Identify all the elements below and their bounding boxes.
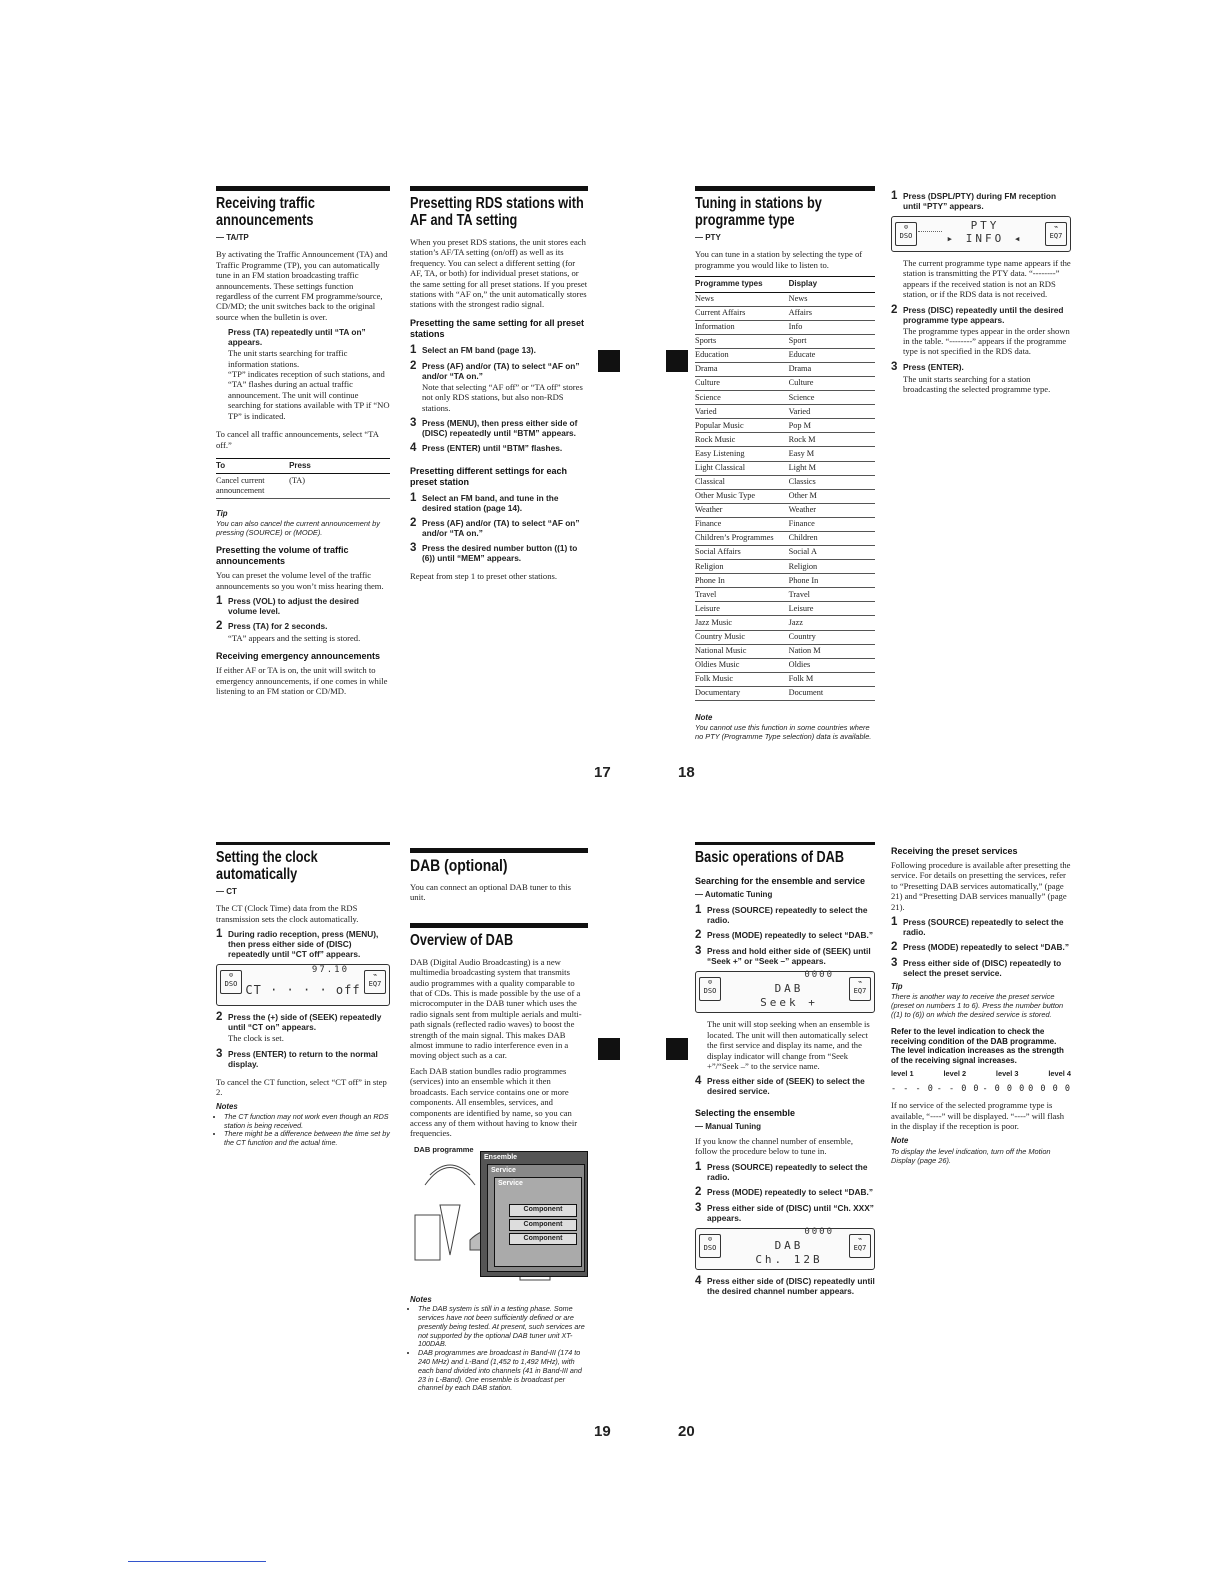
table-cell: Sport xyxy=(789,334,875,348)
table-cell: Country Music xyxy=(695,630,789,644)
notes-heading: Notes xyxy=(216,1102,238,1112)
table-cell: Religion xyxy=(789,560,875,574)
step-text: Press either side of (DISC) repeatedly until the desired channel number appears. xyxy=(707,1275,875,1296)
ensemble-label: Ensemble xyxy=(484,1153,518,1161)
eq-icon: ⌁ EQ7 xyxy=(849,977,871,1001)
notes-heading: Notes xyxy=(410,1294,432,1304)
table-cell: (TA) xyxy=(289,474,390,498)
table-cell: Folk M xyxy=(789,672,875,686)
table-row xyxy=(695,348,875,362)
table-cell: Science xyxy=(789,391,875,405)
level-label: level 2 xyxy=(943,1069,967,1079)
paragraph: Each DAB station bundles radio programmes (services) into an ensemble which it then broadcasts. Each service contains one or more components. All ensembles, services, and components are identified by name, so you can access any of them without having to know their frequencies. xyxy=(410,1065,578,1139)
step-text: Press and hold either side of (SEEK) until “Seek +” or “Seek –” appears. xyxy=(707,946,871,967)
section-title: Receiving traffic announcements xyxy=(216,195,315,229)
p20-right-column xyxy=(891,846,1071,1165)
table-cell: Other Music Type xyxy=(695,489,789,503)
step-number: 4 xyxy=(695,1075,702,1088)
paragraph: You can tune in a station by selecting the type of programme you would like to listen to. xyxy=(695,249,863,270)
table-header: Display xyxy=(789,277,875,292)
table-header: To xyxy=(216,458,289,473)
table-row xyxy=(695,574,875,588)
table-cell: Educate xyxy=(789,348,875,362)
table-cell: Information xyxy=(695,320,789,334)
table-cell: News xyxy=(789,292,875,306)
step-number: 1 xyxy=(216,594,223,607)
section-rule xyxy=(695,842,875,845)
list-item: • The DAB system is still in a testing phase. Some services have not been sufficiently defined or are presently being tested. At present, such services are not supported by the optional DAB tuner unit XT-100DAB. xyxy=(418,1305,588,1349)
step-number: 3 xyxy=(410,542,417,555)
table-cell: Children xyxy=(789,531,875,545)
table-row xyxy=(695,334,875,348)
paragraph: You can preset the volume level of the traffic announcements so you won’t miss hearing them. xyxy=(216,570,384,591)
tip-heading: Tip xyxy=(891,982,903,992)
table-cell: Education xyxy=(695,348,789,362)
step-number: 2 xyxy=(695,1185,702,1198)
subheading: Receiving the preset services xyxy=(891,846,1018,856)
paragraph: The programme types appear in the order shown in the table. “--------” appears if the programme type is not specified in the RDS data. xyxy=(903,325,1070,357)
p20-left-column xyxy=(695,842,875,1297)
step-text: Select an FM band, and tune in the desired station (page 14). xyxy=(422,493,559,514)
table-cell: Drama xyxy=(695,363,789,377)
step-text: Press (TA) for 2 seconds. xyxy=(228,620,328,631)
step-text: Press (AF) and/or (TA) to select “AF on” and/or “TA on.” xyxy=(422,360,580,381)
footer-link-underline xyxy=(128,1561,266,1562)
p17-right-column xyxy=(410,186,588,586)
section-rule xyxy=(410,923,588,928)
lcd-top-text: PTY xyxy=(970,219,1000,232)
step-text: Press (MODE) repeatedly to select “DAB.” xyxy=(707,930,873,941)
table-cell: Info xyxy=(789,320,875,334)
section-title: Tuning in stations by programme type xyxy=(695,195,822,229)
ensemble-box xyxy=(480,1151,588,1277)
service-box xyxy=(487,1164,585,1272)
paragraph: The unit starts searching for a station broadcasting the selected programme type. xyxy=(903,373,1051,395)
step-number: 1 xyxy=(216,928,223,941)
table-cell: Classics xyxy=(789,475,875,489)
service-label: Service xyxy=(498,1179,523,1187)
page-number: 19 xyxy=(594,1423,611,1440)
step-text: Press (TA) repeatedly until “TA on” appears. xyxy=(228,327,366,348)
table-row xyxy=(695,363,875,377)
list-item: • The CT function may not work even though an RDS station is being received. xyxy=(224,1113,390,1131)
table-row xyxy=(695,433,875,447)
table-cell: Oldies Music xyxy=(695,658,789,672)
subheading: Presetting the same setting for all preset stations xyxy=(410,317,585,339)
lcd-bottom-text: Seek + xyxy=(760,996,818,1010)
step-text: Press (MODE) repeatedly to select “DAB.” xyxy=(707,1186,873,1197)
step-number: 1 xyxy=(410,343,417,356)
subheading: Receiving emergency announcements xyxy=(216,651,381,662)
note-text: You cannot use this function in some countries where no PTY (Programme Type selection) data is available. xyxy=(695,723,872,742)
table-cell: Culture xyxy=(789,377,875,391)
step-number: 2 xyxy=(216,619,223,632)
table-row xyxy=(695,320,875,334)
table-cell: Folk Music xyxy=(695,672,789,686)
step-number: 2 xyxy=(891,303,898,316)
table-cell: Religion xyxy=(695,560,789,574)
paragraph: Repeat from step 1 to preset other stations. xyxy=(410,571,558,582)
step-number: 1 xyxy=(695,904,702,917)
table-row xyxy=(695,630,875,644)
table-cell: Jazz xyxy=(789,616,875,630)
level-label: level 3 xyxy=(995,1069,1019,1079)
lcd-mid-text: DAB xyxy=(774,1238,804,1252)
step-text: Press either side of (DISC) until “Ch. XXX” appears. xyxy=(707,1202,874,1223)
eq-icon: ⌁ EQ7 xyxy=(849,1234,871,1258)
table-cell: Easy Listening xyxy=(695,447,789,461)
table-row xyxy=(695,588,875,602)
step-text: Press (SOURCE) repeatedly to select the radio. xyxy=(707,905,868,926)
step-number: 2 xyxy=(410,517,417,530)
section-rule xyxy=(410,848,588,853)
p19-right-column xyxy=(410,848,588,1393)
table-cell: Varied xyxy=(789,405,875,419)
paragraph: The unit will stop seeking when an ensemble is located. The unit will then automatically select the first service and display its name, and the display indicator will change from “Seek +”/“Seek –” to the service name. xyxy=(707,1019,870,1072)
page-marker xyxy=(666,1038,688,1060)
table-header: Press xyxy=(289,458,390,473)
paragraph: If either AF or TA is on, the unit will switch to emergency announcements, if one comes in while listening to an FM station or CD/MD. xyxy=(216,665,388,697)
table-cell: Children’s Programmes xyxy=(695,531,789,545)
subheading: Refer to the level indication to check the receiving condition of the DAB programme. The level indication increases as the strength of the receiving signal increases. xyxy=(891,1027,1064,1065)
table-cell: Drama xyxy=(789,363,875,377)
p19-left-column xyxy=(216,842,390,1148)
page-marker xyxy=(666,350,688,372)
table-row xyxy=(216,474,390,498)
table-header: Programme types xyxy=(695,277,789,292)
table-row xyxy=(695,560,875,574)
table-cell: Weather xyxy=(695,503,789,517)
table-row xyxy=(695,292,875,306)
note-text: To display the level indication, turn off the Motion Display (page 26). xyxy=(891,1146,1051,1165)
page-marker xyxy=(598,350,620,372)
section-title: Setting the clock automatically xyxy=(216,849,318,883)
paragraph: To cancel all traffic announcements, select “TA off.” xyxy=(216,429,379,450)
table-cell: National Music xyxy=(695,644,789,658)
lcd-mid-text: DAB xyxy=(774,982,804,996)
disc-icon: ⊙ DSO xyxy=(220,970,242,994)
table-cell: Weather xyxy=(789,503,875,517)
service-label: Service xyxy=(491,1166,516,1174)
subheading-note: — Automatic Tuning xyxy=(695,890,773,899)
tip-text: There is another way to receive the preset service (preset on numbers 1 to 6). Press the number button ((1) to (6)) on which the desired service is stored. xyxy=(891,992,1064,1020)
table-cell: Finance xyxy=(789,517,875,531)
table-cell: Classical xyxy=(695,475,789,489)
step-number: 3 xyxy=(891,360,898,373)
step-number: 3 xyxy=(216,1047,223,1060)
section-rule xyxy=(216,186,390,191)
eq-icon: ⌁ EQ7 xyxy=(1045,222,1067,246)
step-number: 2 xyxy=(216,1011,223,1024)
table-cell: Travel xyxy=(695,588,789,602)
p18-left-column xyxy=(695,186,875,741)
press-table xyxy=(216,458,390,499)
lcd-bottom-text: Ch. 12B xyxy=(755,1252,823,1266)
table-row xyxy=(695,475,875,489)
table-cell: Leisure xyxy=(695,602,789,616)
lcd-bottom-text: INFO xyxy=(965,232,1005,245)
step-number: 3 xyxy=(695,1201,702,1214)
step-number: 3 xyxy=(695,945,702,958)
component-box: Component xyxy=(509,1233,577,1245)
dab-programme-diagram xyxy=(410,1145,588,1285)
notes-list xyxy=(216,1113,390,1148)
table-cell: Oldies xyxy=(789,658,875,672)
step-text: Press either side of (SEEK) to select the desired service. xyxy=(707,1076,865,1097)
table-row xyxy=(695,461,875,475)
disc-icon: ⊙ DSO xyxy=(699,977,721,1001)
table-cell: Current Affairs xyxy=(695,306,789,320)
table-cell: Travel xyxy=(789,588,875,602)
table-row xyxy=(695,391,875,405)
table-cell: Rock Music xyxy=(695,433,789,447)
table-cell: Pop M xyxy=(789,419,875,433)
step-number: 2 xyxy=(410,359,417,372)
section-title: DAB (optional) xyxy=(410,856,508,875)
table-cell: Light M xyxy=(789,461,875,475)
step-number: 3 xyxy=(410,417,417,430)
table-cell: Social A xyxy=(789,546,875,560)
lcd-top-text: 0000 xyxy=(804,970,834,981)
table-row xyxy=(695,658,875,672)
disc-icon: ⊙ DSO xyxy=(699,1234,721,1258)
paragraph: To cancel the CT function, select “CT off” in step 2. xyxy=(216,1076,387,1098)
step-number: 2 xyxy=(695,929,702,942)
step-text: Press (AF) and/or (TA) to select “AF on” and/or “TA on.” xyxy=(422,518,580,539)
table-cell: Finance xyxy=(695,517,789,531)
table-cell: Nation M xyxy=(789,644,875,658)
table-cell: Sports xyxy=(695,334,789,348)
step-text: Press (MODE) repeatedly to select “DAB.” xyxy=(903,942,1069,953)
table-cell: Easy M xyxy=(789,447,875,461)
table-row xyxy=(695,419,875,433)
paragraph: Note that selecting “AF off” or “TA off” stores not only RDS stations, but also non-RDS stations. xyxy=(422,381,583,413)
step-number: 4 xyxy=(695,1274,702,1287)
page-number: 17 xyxy=(594,764,611,781)
paragraph: The current programme type name appears if the station is transmitting the PTY data. “--------” appears if the received station is not an RDS station, or if the RDS data is not received. xyxy=(903,258,1071,300)
table-row xyxy=(695,602,875,616)
step-text: Press (MENU), then press either side of (DISC) repeatedly until “BTM” appears. xyxy=(422,418,578,439)
table-cell: Varied xyxy=(695,405,789,419)
level-label: level 1 xyxy=(891,1069,914,1079)
level-labels xyxy=(891,1069,1071,1079)
section-rule xyxy=(695,186,875,191)
table-row xyxy=(695,546,875,560)
table-cell: Document xyxy=(789,686,875,700)
lcd-display xyxy=(216,964,390,1006)
table-cell: Phone In xyxy=(695,574,789,588)
step-text: Press (ENTER) to return to the normal display. xyxy=(228,1048,378,1069)
subheading: Selecting the ensemble xyxy=(695,1108,796,1119)
level-value: 0 0 0 0 xyxy=(1028,1083,1071,1094)
table-cell: Jazz Music xyxy=(695,616,789,630)
step-number: 4 xyxy=(410,442,417,455)
table-row xyxy=(695,517,875,531)
lcd-top-text: 97.10 xyxy=(311,965,349,976)
disc-icon: ⊙ DSO xyxy=(895,222,917,246)
step-text: During radio reception, press (MENU), then press either side of (DISC) repeatedly until “CT off” appears. xyxy=(228,929,379,960)
table-cell: News xyxy=(695,292,789,306)
list-item: • DAB programmes are broadcast in Band-III (174 to 240 MHz) and L-Band (1,452 to 1,492 MHz), with each band divided into channels (41 in Band-III and 23 in L-Band). One ensemble is broadcast per channel by each DAB station. xyxy=(418,1349,588,1393)
table-cell: Phone In xyxy=(789,574,875,588)
component-box: Component xyxy=(509,1219,577,1231)
table-cell: Country xyxy=(789,630,875,644)
section-subtitle: — TA/TP xyxy=(216,233,249,242)
p18-right-column xyxy=(891,186,1071,400)
table-cell: Rock M xyxy=(789,433,875,447)
table-cell: Other M xyxy=(789,489,875,503)
paragraph: The clock is set. xyxy=(228,1033,284,1044)
step-number: 1 xyxy=(891,916,898,929)
step-text: Press (ENTER). xyxy=(903,361,964,372)
section-rule xyxy=(410,186,588,191)
table-row xyxy=(695,306,875,320)
subheading: Presetting different settings for each preset station xyxy=(410,466,568,488)
diagram-label: DAB programme xyxy=(414,1144,474,1154)
table-row xyxy=(695,447,875,461)
section-title: Overview of DAB xyxy=(410,931,514,949)
table-row xyxy=(695,377,875,391)
paragraph: “TP” indicates reception of such stations, and “TA” flashes during an actual traffic announcement. The unit will continue searching for stations available with TP if “NO TP” is indicated. xyxy=(228,369,390,421)
tip-text: You can also cancel the current announcement by pressing (SOURCE) or (MODE). xyxy=(216,519,380,538)
list-item: • There might be a difference between the time set by the CT function and the actual time. xyxy=(224,1130,390,1148)
level-value: - - - 0 xyxy=(891,1083,934,1094)
page-marker xyxy=(598,1038,620,1060)
table-row xyxy=(695,686,875,700)
step-text: Press (DISC) repeatedly until the desired programme type appears. xyxy=(903,304,1064,325)
step-number: 2 xyxy=(891,941,898,954)
step-text: Press the (+) side of (SEEK) repeatedly until “CT on” appears. xyxy=(228,1012,382,1033)
subheading-note: — Manual Tuning xyxy=(695,1122,762,1132)
tip-heading: Tip xyxy=(216,508,228,518)
step-number: 1 xyxy=(695,1160,702,1173)
service-box xyxy=(494,1177,582,1267)
level-value: - 0 0 0 xyxy=(982,1083,1026,1094)
step-text: Press (ENTER) until “BTM” flashes. xyxy=(422,443,563,454)
note-heading: Note xyxy=(695,712,713,722)
lcd-text: PTY ▸ INFO ◂ xyxy=(946,219,1024,245)
table-cell: Social Affairs xyxy=(695,546,789,560)
table-row xyxy=(695,644,875,658)
table-row xyxy=(695,503,875,517)
lcd-display xyxy=(891,216,1071,252)
level-label: level 4 xyxy=(1048,1069,1071,1079)
table-row xyxy=(695,405,875,419)
table-cell: Documentary xyxy=(695,686,789,700)
lcd-display xyxy=(695,1228,875,1270)
paragraph: The unit starts searching for traffic information stations. xyxy=(228,348,348,369)
section-rule xyxy=(216,842,390,845)
step-text: Press the desired number button ((1) to (6)) until “MEM” appears. xyxy=(422,543,578,564)
paragraph: By activating the Traffic Announcement (TA) and Traffic Programme (TP), you can automatically tune in an FM station broadcasting traffic announcements. These settings function regardless of the current FM programme/source, CD/MD; the unit switches back to the original source when the bulletin is over. xyxy=(216,249,388,322)
paragraph: If you know the channel number of ensemble, follow the procedure below to tune in. xyxy=(695,1135,853,1157)
paragraph: The CT (Clock Time) data from the RDS transmission sets the clock automatically. xyxy=(216,903,359,924)
step-text: Press (SOURCE) repeatedly to select the radio. xyxy=(707,1161,868,1182)
table-row xyxy=(695,616,875,630)
step-text: Press (VOL) to adjust the desired volume level. xyxy=(228,595,359,616)
paragraph: DAB (Digital Audio Broadcasting) is a new multimedia broadcasting system that transmits audio programmes with a quality comparable to that of CDs. This is made possible by the use of a microcomputer in the DAB tuner which uses the radio signals sent from multiple aerials and multi-path signals (reflected radio waves) to boost the strength of the main signal. This makes DAB almost immune to radio interference even in a moving object such as a car. xyxy=(410,956,582,1061)
notes-list xyxy=(410,1305,588,1393)
step-text: Select an FM band (page 13). xyxy=(422,344,536,355)
level-value: - - 0 0 xyxy=(936,1083,980,1094)
step-number: 1 xyxy=(891,190,898,202)
eq-icon: ⌁ EQ7 xyxy=(364,970,386,994)
table-cell: Light Classical xyxy=(695,461,789,475)
table-cell: Cancel current announcement xyxy=(216,474,289,498)
table-cell: Leisure xyxy=(789,602,875,616)
step-text: Press (DSPL/PTY) during FM reception until “PTY” appears. xyxy=(903,191,1057,211)
step-text: Press either side of (DISC) repeatedly to select the preset service. xyxy=(903,958,1062,979)
paragraph: Following procedure is available after presetting the service. For details on presetting the services, refer to “Presetting DAB services automatically,” (page 21) and “Presetting DAB services manually” (page 21). xyxy=(891,860,1071,912)
section-subtitle: — PTY xyxy=(695,233,721,242)
step-text: Press (SOURCE) repeatedly to select the radio. xyxy=(903,917,1064,938)
lcd-display xyxy=(695,971,875,1013)
table-row xyxy=(695,531,875,545)
table-cell: Affairs xyxy=(789,306,875,320)
step-number: 1 xyxy=(410,492,417,505)
page-number: 18 xyxy=(678,764,695,781)
table-cell: Popular Music xyxy=(695,419,789,433)
paragraph: If no service of the selected programme type is available, “----” will be displayed. “----” will flash in the display if the reception is poor. xyxy=(891,1100,1064,1132)
table-cell: Culture xyxy=(695,377,789,391)
lcd-top-text: 0000 xyxy=(804,1226,834,1237)
table-row xyxy=(695,489,875,503)
section-subtitle: — CT xyxy=(216,887,237,896)
level-values xyxy=(891,1084,1071,1094)
programme-type-table xyxy=(695,276,875,701)
lcd-bottom-text: CT · · · · off xyxy=(245,983,361,998)
table-row xyxy=(695,672,875,686)
paragraph: “TA” appears and the setting is stored. xyxy=(228,632,361,643)
p17-left-column xyxy=(216,186,390,702)
note-heading: Note xyxy=(891,1136,909,1146)
subheading: Searching for the ensemble and service xyxy=(695,876,866,886)
section-title: Basic operations of DAB xyxy=(695,849,845,866)
paragraph: When you preset RDS stations, the unit stores each station’s AF/TA setting (on/off) as well as its frequency. You can select a different setting (for AF, TA, or both) for individual preset stations, or the same setting for all preset stations. If you preset stations with “AF on,” the unit automatically stores stations with the strongest radio signal. xyxy=(410,237,588,310)
paragraph: You can connect an optional DAB tuner to this unit. xyxy=(410,882,571,903)
section-title: Presetting RDS stations with AF and TA setting xyxy=(410,195,584,229)
component-box: Component xyxy=(509,1204,577,1216)
table-cell: Science xyxy=(695,391,789,405)
page-number: 20 xyxy=(678,1423,695,1440)
subheading: Presetting the volume of traffic announcements xyxy=(216,545,349,567)
step-number: 3 xyxy=(891,957,898,970)
